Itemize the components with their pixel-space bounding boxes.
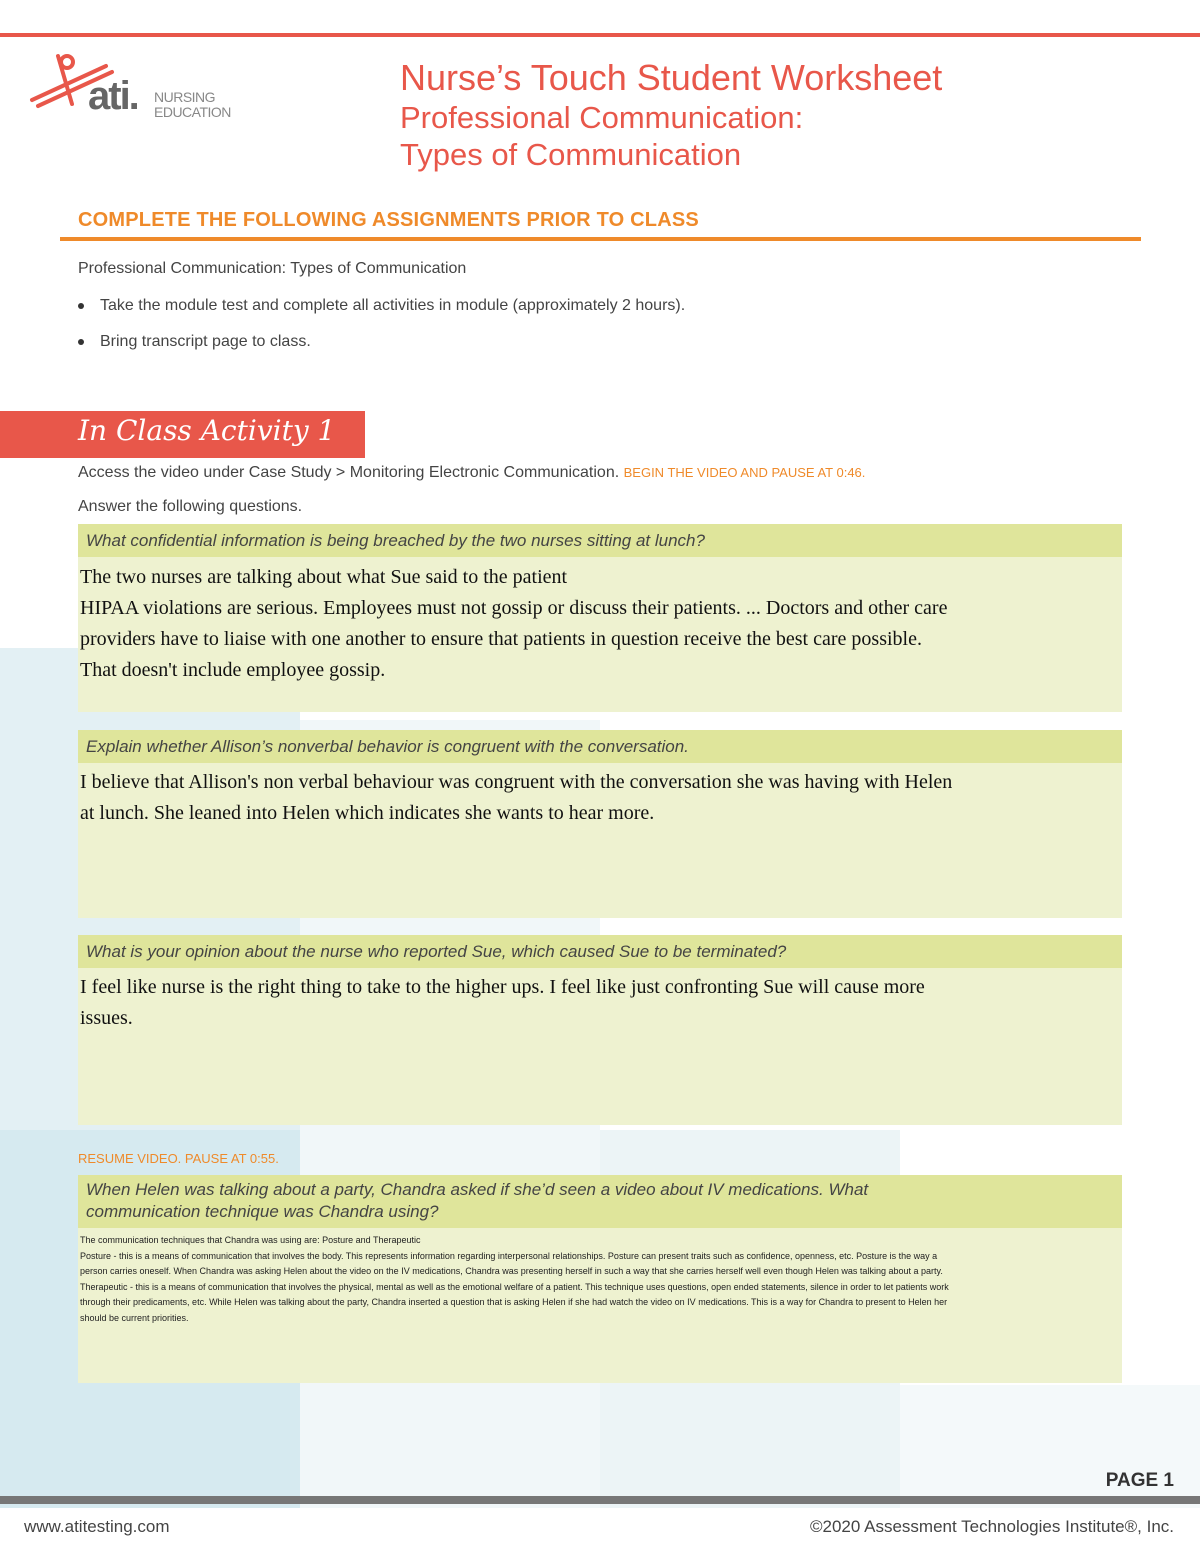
access-text: Access the video under Case Study > Monitoring Electronic Communication. [78,464,620,481]
answer-line: Therapeutic - this is a means of communication that involves the physical, mental as well as the emotional welfare of a patient. This technique uses questions, open ended statements, silence in order to let patients work [80,1281,949,1292]
worksheet-subtitle-2: Types of Communication [400,137,742,173]
answer-line: I feel like nurse is the right thing to take to the higher ups. I feel like just confronting Sue will cause more [80,976,925,998]
worksheet-title: Nurse’s Touch Student Worksheet [400,57,943,98]
answer-line: should be current priorities. [80,1312,189,1323]
page-number: PAGE 1 [1105,1470,1174,1491]
answer-line: providers have to liaise with one another to ensure that patients in question receive the best care possible. [80,628,922,650]
question-4-line: communication technique was Chandra using? [86,1202,439,1221]
answer-line: The communication techniques that Chandra was using are: Posture and Therapeutic [80,1235,421,1245]
worksheet-subtitle-1: Professional Communication: [400,100,804,136]
prior-bullet-text: Take the module test and complete all activities in module (approximately 2 hours). [100,297,686,314]
answer-line: I believe that Allison's non verbal behaviour was congruent with the conversation she was having with Helen [80,771,953,793]
resume-instruction: RESUME VIDEO. PAUSE AT 0:55. [78,1151,279,1166]
question-3: What is your opinion about the nurse who reported Sue, which caused Sue to be terminated? [78,935,1122,968]
top-rule [0,33,1200,37]
prior-bullet [78,333,311,351]
answer-line: Posture - this is a means of communication that involves the body. This represents information regarding interpersonal relationships. Posture can present traits such as confidence, openness, etc. Posture is the way a [80,1250,938,1261]
answer-1[interactable] [80,562,1120,686]
bullet-icon [78,339,84,345]
answer-line: at lunch. She leaned into Helen which indicates she wants to hear more. [80,802,655,824]
answer-line: through their predicaments, etc. While Helen was talking about the party, Chandra inserted a question that is asking Helen if she had watch the video on IV medications. This is a way for Chandra to present to Helen her [80,1297,948,1307]
prior-intro: Professional Communication: Types of Communication [78,260,467,277]
answer-line: That doesn't include employee gossip. [80,659,386,681]
footer-rule [0,1496,1200,1504]
question-2: Explain whether Allison’s nonverbal behavior is congruent with the conversation. [78,730,1122,763]
prior-bullet-text: Bring transcript page to class. [100,333,311,350]
logo-subtext-education: EDUCATION [154,104,231,120]
answer-line: issues. [80,1007,133,1029]
bullet-icon [78,303,84,309]
logo-text: ati. [88,74,138,118]
prior-section-rule [60,237,1141,241]
footer-website[interactable]: www.atitesting.com [24,1517,170,1536]
prior-bullet [78,297,685,315]
answer-line: The two nurses are talking about what Sue said to the patient [80,566,568,588]
answer-4[interactable] [80,1233,1120,1326]
question-4 [78,1175,1122,1228]
worksheet-title-block [400,56,1100,174]
answer-2[interactable] [80,767,1120,829]
answer-3[interactable] [80,972,1120,1034]
answer-prompt: Answer the following questions. [78,498,303,515]
activity-instructions [78,464,865,482]
logo-subtext-nursing: NURSING [154,89,216,105]
question-1: What confidential information is being breached by the two nurses sitting at lunch? [78,524,1122,557]
answer-line: HIPAA violations are serious. Employees must not gossip or discuss their patients. ... Doctors and other care [80,597,948,619]
access-highlight: BEGIN THE VIDEO AND PAUSE AT 0:46. [623,465,866,480]
prior-section-heading: COMPLETE THE FOLLOWING ASSIGNMENTS PRIOR TO CLASS [78,209,699,231]
footer-copyright: ©2020 Assessment Technologies Institute®, Inc. [810,1517,1174,1536]
answer-line: person carries oneself. When Chandra was asking Helen about the video on the IV medications, Chandra was presenting herself in such a way that she carries herself well even though Helen was talking about a party. [80,1266,943,1276]
question-4-line: When Helen was talking about a party, Chandra asked if she’d seen a video about IV medications. What [86,1180,869,1199]
activity-title: In Class Activity 1 [78,414,336,447]
